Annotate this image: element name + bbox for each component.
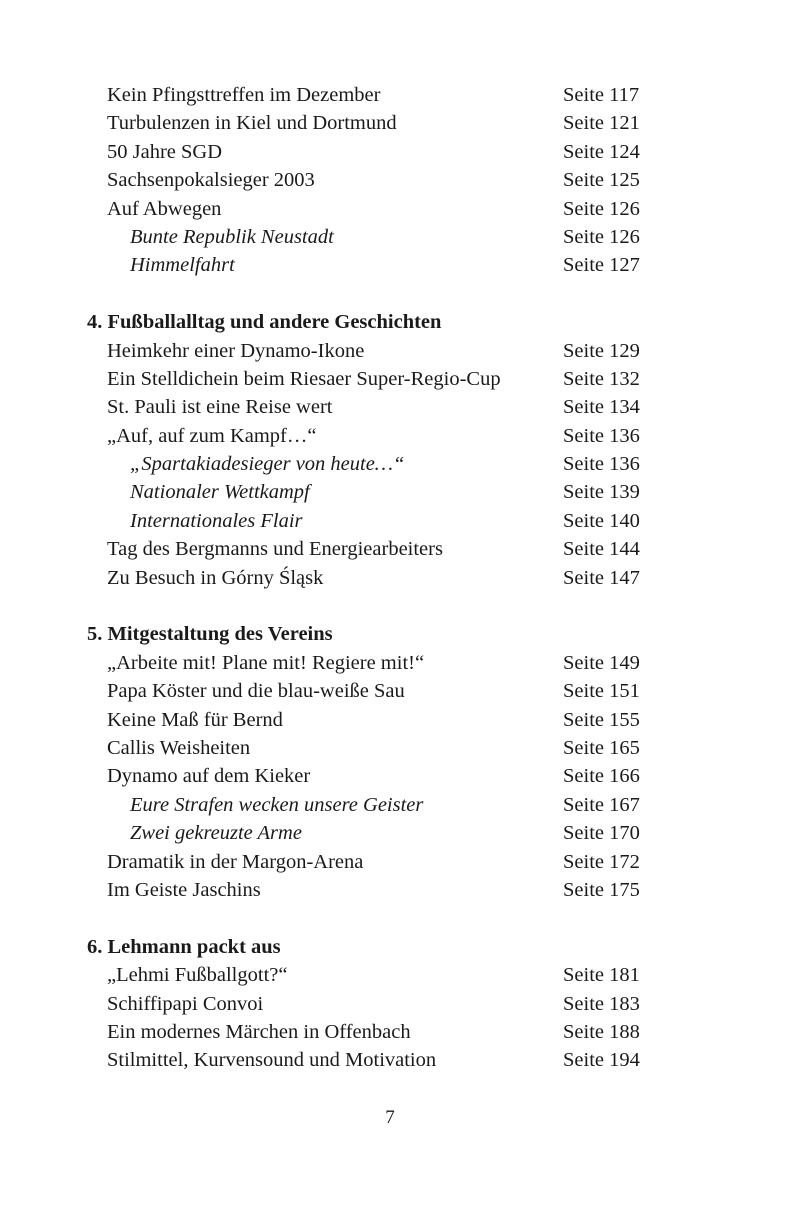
- toc-entry-title: Internationales Flair: [130, 509, 303, 532]
- toc-entry: [0, 138, 800, 166]
- toc-entry-title: Stilmittel, Kurvensound und Motivation: [107, 1049, 437, 1072]
- toc-entry-title: Tag des Bergmanns und Energiearbeiters: [107, 538, 443, 561]
- toc-entry: [0, 876, 800, 904]
- toc-entry: [0, 734, 800, 762]
- toc-entry-page: Seite 149: [563, 651, 640, 674]
- toc-entry: [0, 1018, 800, 1046]
- section-heading: [0, 933, 800, 961]
- toc-subentry: [0, 223, 800, 251]
- toc-entry-title: 50 Jahre SGD: [107, 140, 223, 163]
- toc-entry-page: Seite 125: [563, 169, 640, 192]
- toc-entry-page: Seite 167: [563, 793, 640, 816]
- section-heading-title: 5. Mitgestaltung des Vereins: [87, 623, 333, 646]
- toc-entry-title: „Lehmi Fußballgott?“: [107, 964, 288, 987]
- toc-entry-title: Ein modernes Märchen in Offenbach: [107, 1020, 411, 1043]
- toc-entry-title: Dynamo auf dem Kieker: [107, 765, 311, 788]
- toc-entry: [0, 677, 800, 705]
- section-heading: [0, 308, 800, 336]
- section-heading-title: 6. Lehmann packt aus: [87, 935, 281, 958]
- toc-entry-page: Seite 183: [563, 992, 640, 1015]
- toc-subentry: [0, 791, 800, 819]
- toc-entry: [0, 109, 800, 137]
- toc-entry-title: Schiffipapi Convoi: [107, 992, 264, 1015]
- toc-entry-title: Ein Stelldichein beim Riesaer Super-Regio-Cup: [107, 367, 501, 390]
- toc-entry: [0, 337, 800, 365]
- toc-entry-title: Auf Abwegen: [107, 197, 222, 220]
- toc-entry: [0, 564, 800, 592]
- toc-entry-page: Seite 132: [563, 367, 640, 390]
- toc-entry: [0, 393, 800, 421]
- toc-entry: [0, 166, 800, 194]
- toc-entry-page: Seite 172: [563, 850, 640, 873]
- toc-subentry: [0, 507, 800, 535]
- toc-entry-page: Seite 181: [563, 964, 640, 987]
- toc-entry-page: Seite 144: [563, 538, 640, 561]
- toc-entry-title: Kein Pfingsttreffen im Dezember: [107, 84, 381, 106]
- toc-subentry: [0, 450, 800, 478]
- toc-entry-title: Sachsenpokalsieger 2003: [107, 169, 315, 192]
- toc-entry-page: Seite 126: [563, 225, 640, 248]
- toc-entry: [0, 706, 800, 734]
- toc-entry: [0, 195, 800, 223]
- toc-entry-page: Seite 139: [563, 481, 640, 504]
- toc-entry-page: Seite 140: [563, 509, 640, 532]
- toc-entry: [0, 649, 800, 677]
- toc-entry: [0, 1046, 800, 1074]
- toc-entry: [0, 535, 800, 563]
- toc-entry-title: Nationaler Wettkampf: [130, 481, 310, 504]
- toc-entry-page: Seite 136: [563, 424, 640, 447]
- toc-entry-title: Papa Köster und die blau-weiße Sau: [107, 680, 405, 703]
- toc-entry: [0, 990, 800, 1018]
- toc-entry-page: Seite 129: [563, 339, 640, 362]
- toc-entry-page: Seite 151: [563, 680, 640, 703]
- toc-entry-page: Seite 121: [563, 112, 640, 135]
- table-of-contents: [0, 81, 800, 1075]
- toc-entry: [0, 422, 800, 450]
- toc-entry-page: Seite 126: [563, 197, 640, 220]
- toc-entry-page: Seite 127: [563, 254, 640, 277]
- toc-entry: [0, 81, 800, 109]
- toc-entry-title: St. Pauli ist eine Reise wert: [107, 396, 333, 419]
- toc-entry: [0, 762, 800, 790]
- toc-entry-title: Eure Strafen wecken unsere Geister: [130, 793, 424, 816]
- toc-entry-title: Heimkehr einer Dynamo-Ikone: [107, 339, 365, 362]
- toc-entry: [0, 848, 800, 876]
- toc-entry-page: Seite 155: [563, 708, 640, 731]
- toc-subentry: [0, 478, 800, 506]
- toc-entry-title: „Auf, auf zum Kampf…“: [107, 424, 317, 447]
- toc-entry-page: Seite 175: [563, 878, 640, 901]
- toc-entry-title: Himmelfahrt: [130, 254, 235, 277]
- toc-entry-title: Turbulenzen in Kiel und Dortmund: [107, 112, 397, 135]
- toc-entry-title: „Arbeite mit! Plane mit! Regiere mit!“: [107, 651, 425, 674]
- toc-entry-title: Keine Maß für Bernd: [107, 708, 283, 731]
- toc-entry-title: Bunte Republik Neustadt: [130, 225, 334, 248]
- toc-subentry: [0, 819, 800, 847]
- toc-entry-title: Dramatik in der Margon-Arena: [107, 850, 364, 873]
- toc-entry-page: Seite 136: [563, 453, 640, 476]
- toc-entry-page: Seite 124: [563, 140, 640, 163]
- toc-entry: [0, 365, 800, 393]
- toc-entry-page: Seite 166: [563, 765, 640, 788]
- toc-entry-page: Seite 165: [563, 736, 640, 759]
- page-number: 7: [385, 1107, 395, 1128]
- toc-entry-title: „Spartakiadesieger von heute…“: [130, 453, 405, 476]
- section-heading: [0, 620, 800, 648]
- toc-entry-page: Seite 188: [563, 1020, 640, 1043]
- toc-entry-page: Seite 194: [563, 1049, 640, 1072]
- section-heading-title: 4. Fußballalltag und andere Geschichten: [87, 311, 442, 334]
- toc-entry-page: Seite 117: [563, 84, 640, 106]
- toc-subentry: [0, 251, 800, 279]
- toc-entry-title: Im Geiste Jaschins: [107, 878, 261, 901]
- toc-entry: [0, 961, 800, 989]
- toc-entry-title: Callis Weisheiten: [107, 736, 251, 759]
- toc-entry-page: Seite 134: [563, 396, 640, 419]
- toc-entry-title: Zwei gekreuzte Arme: [130, 822, 302, 845]
- toc-entry-page: Seite 170: [563, 822, 640, 845]
- toc-entry-title: Zu Besuch in Górny Śląsk: [107, 566, 324, 589]
- toc-entry-page: Seite 147: [563, 566, 640, 589]
